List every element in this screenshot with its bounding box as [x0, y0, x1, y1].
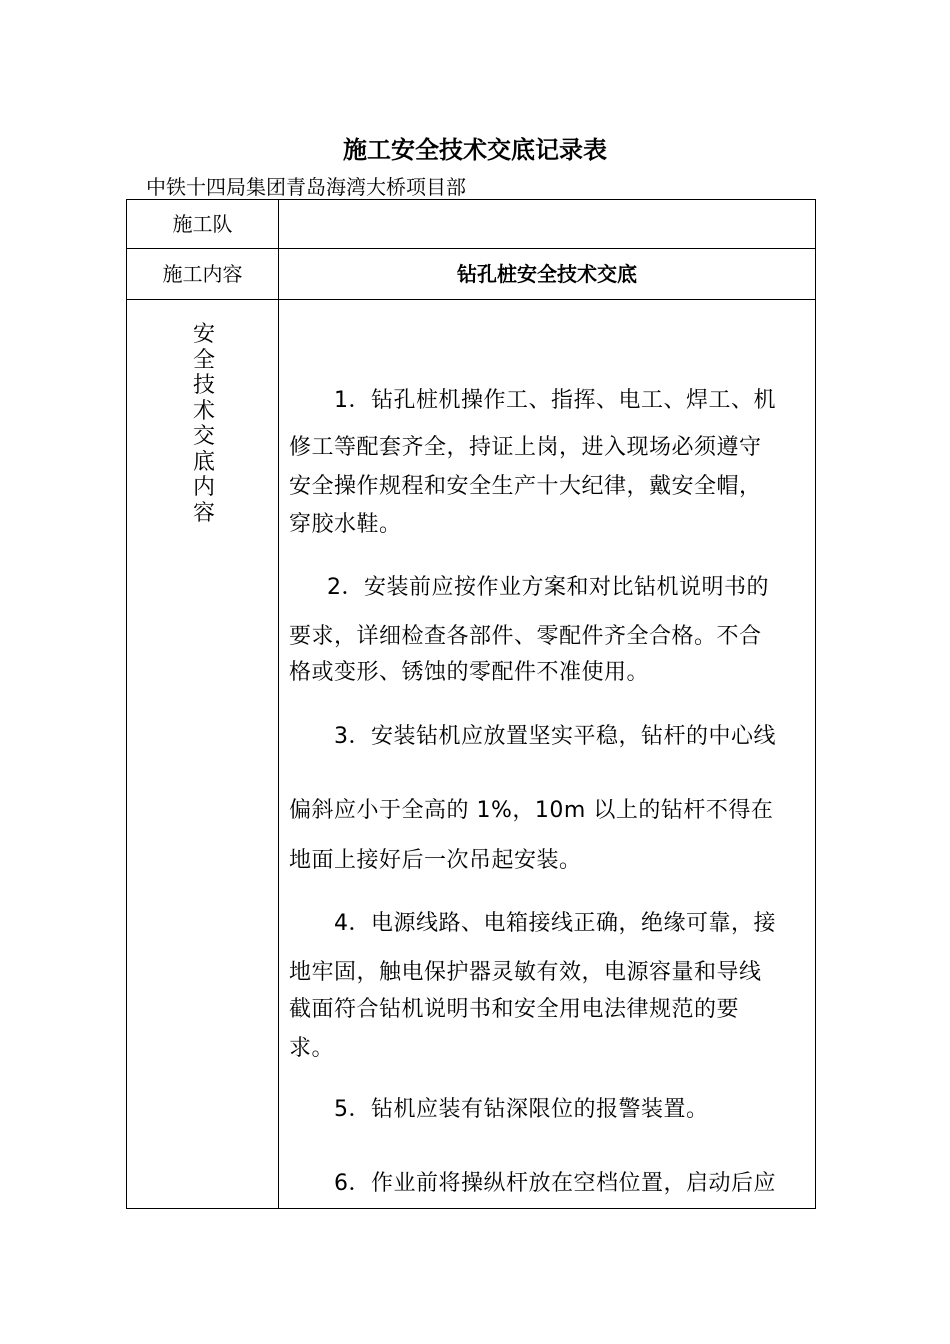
- details-label: 安全技术交底内容: [192, 322, 215, 526]
- paragraph-4-line-d: 求。: [289, 1036, 335, 1061]
- team-label: 施工队: [172, 212, 233, 236]
- paragraph-3-line-b: 偏斜应小于全高的 1%，10m 以上的钻杆不得在: [289, 798, 774, 823]
- team-value: [279, 200, 815, 248]
- paragraph-1-line-d: 穿胶水鞋。: [289, 512, 402, 537]
- content-value: 钻孔桩安全技术交底: [457, 262, 637, 286]
- row-divider: [127, 299, 815, 300]
- paragraph-2-line-c: 格或变形、锈蚀的零配件不准使用。: [289, 660, 650, 685]
- paragraph-3-line-a: 3．安装钻机应放置坚实平稳，钻杆的中心线: [334, 724, 776, 749]
- paragraph-6-line-a: 6．作业前将操纵杆放在空档位置，启动后应: [334, 1171, 776, 1196]
- paragraph-1-line-c: 安全操作规程和安全生产十大纪律，戴安全帽，: [289, 474, 762, 499]
- disclosure-form-table: [126, 199, 816, 1209]
- paragraph-4-line-a: 4．电源线路、电箱接线正确，绝缘可靠，接: [334, 911, 776, 936]
- paragraph-1-line-b: 修工等配套齐全，持证上岗，进入现场必须遵守: [289, 435, 762, 460]
- document-title: 施工安全技术交底记录表: [343, 135, 607, 164]
- content-label: 施工内容: [162, 262, 243, 286]
- paragraph-5-line-a: 5．钻机应装有钻深限位的报警装置。: [334, 1097, 709, 1122]
- organization-name: 中铁十四局集团青岛海湾大桥项目部: [146, 175, 466, 199]
- paragraph-2-line-b: 要求，详细检查各部件、零配件齐全合格。不合: [289, 624, 762, 649]
- paragraph-4-line-b: 地牢固，触电保护器灵敏有效，电源容量和导线: [289, 960, 762, 985]
- column-divider: [278, 200, 279, 1208]
- paragraph-4-line-c: 截面符合钻机说明书和安全用电法律规范的要: [289, 997, 740, 1022]
- paragraph-1-line-a: 1．钻孔桩机操作工、指挥、电工、焊工、机: [334, 388, 776, 413]
- paragraph-3-line-c: 地面上接好后一次吊起安装。: [289, 848, 582, 873]
- paragraph-2-line-a: 2．安装前应按作业方案和对比钻机说明书的: [327, 575, 769, 600]
